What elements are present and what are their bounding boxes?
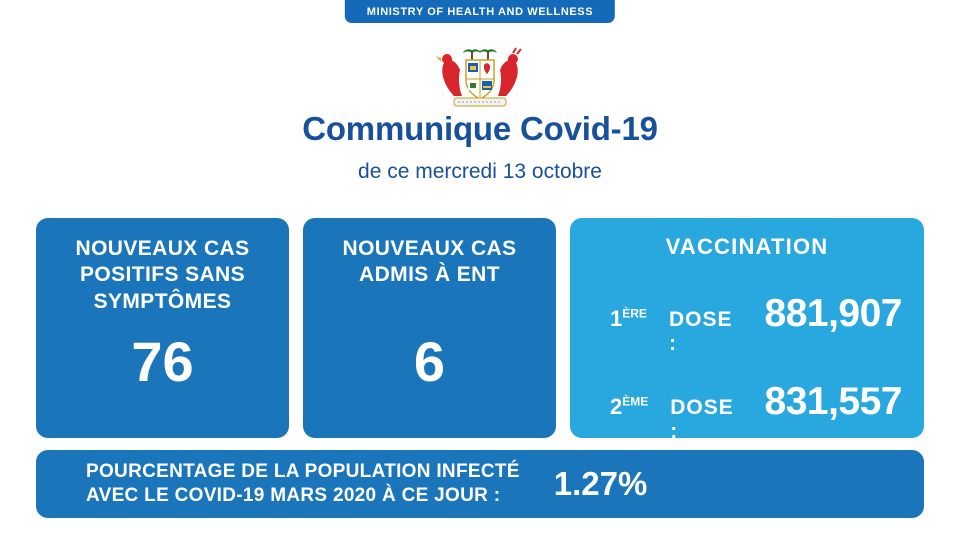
footer-percentage-bar xyxy=(36,450,924,518)
card-label-line1: NOUVEAUX CAS xyxy=(342,237,517,260)
ministry-banner: MINISTRY OF HEALTH AND WELLNESS xyxy=(345,0,615,23)
card-nouveaux-cas-admis-a-ent xyxy=(303,218,556,438)
card-label-line2: POSITIFS SANS xyxy=(79,263,246,287)
dose-ordinal-number: 2 xyxy=(610,394,623,419)
card-value: 6 xyxy=(413,330,446,393)
card-label xyxy=(343,236,517,289)
dose-ordinal-suffix: ÈME xyxy=(622,394,649,409)
card-label-line3: SYMPTÔMES xyxy=(93,289,232,313)
dose-ordinal xyxy=(610,394,648,420)
card-nouveaux-cas-positifs-sans-symptomes xyxy=(36,218,289,438)
vaccination-dose-row-2 xyxy=(610,380,902,444)
mauritius-coat-of-arms-icon xyxy=(432,40,528,108)
footer-label xyxy=(86,460,520,508)
stats-cards-row xyxy=(36,218,924,443)
page-subtitle: de ce mercredi 13 octobre xyxy=(358,160,602,183)
dose-value: 881,907 xyxy=(764,292,902,335)
vaccination-title: VACCINATION xyxy=(665,234,829,259)
footer-label-line2: AVEC LE COVID-19 MARS 2020 À CE JOUR : xyxy=(86,485,501,506)
footer-value: 1.27% xyxy=(553,465,648,502)
card-label xyxy=(76,236,250,315)
vaccination-dose-row-1 xyxy=(610,292,902,356)
page-title: Communique Covid-19 xyxy=(302,110,658,147)
dose-value: 831,557 xyxy=(764,380,902,423)
card-label-line2: ADMIS À ENT xyxy=(359,263,500,287)
dose-ordinal-number: 1 xyxy=(610,306,623,331)
dose-ordinal xyxy=(610,306,647,332)
card-vaccination xyxy=(570,218,924,443)
footer-label-line1: POURCENTAGE DE LA POPULATION INFECTÉ xyxy=(86,461,520,483)
card-value: 76 xyxy=(131,330,194,393)
dose-word: DOSE : xyxy=(668,308,733,355)
card-label-line1: NOUVEAUX CAS xyxy=(75,237,250,260)
dose-word: DOSE : xyxy=(670,396,734,443)
dose-ordinal-suffix: ÈRE xyxy=(622,306,647,321)
